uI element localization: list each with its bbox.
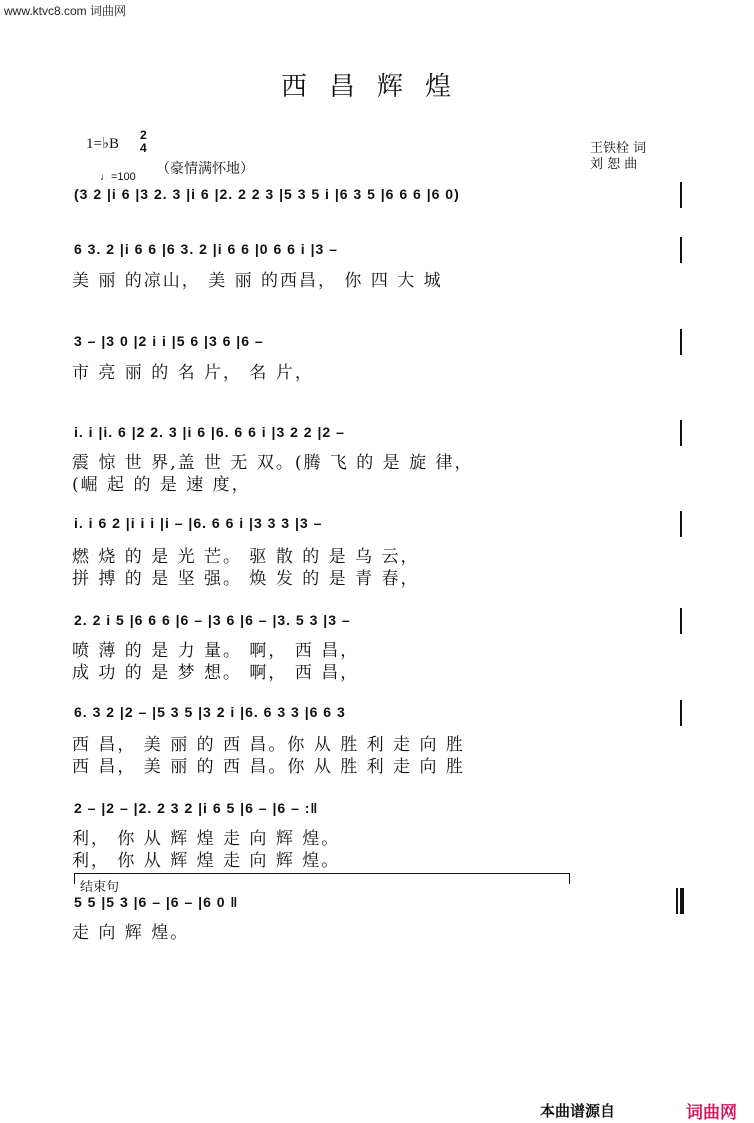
- lyric-line-2: 西 昌， 美 丽 的 西 昌。你 从 胜 利 走 向 胜: [72, 757, 465, 777]
- site-watermark: www.ktvc8.com 词曲网: [4, 4, 127, 18]
- barline: [680, 700, 682, 726]
- notation-line: i. i |i. 6 |2 2. 3 |i 6 |6. 6 6 i |3 2 2 |2 –: [74, 424, 345, 440]
- footer-brand-link[interactable]: 词曲网: [686, 1103, 737, 1123]
- lyric-line-1: 美 丽 的凉山， 美 丽 的西昌， 你 四 大 城: [72, 271, 443, 291]
- coda-bracket: [74, 873, 570, 884]
- composer-credit: 刘 恕 曲: [590, 157, 638, 172]
- notation-line: 5 5 |5 3 |6 – |6 – |6 0 ‖: [74, 894, 239, 910]
- barline: [680, 511, 682, 537]
- expression-mark: （豪情满怀地）: [156, 161, 254, 177]
- lyric-line-1: 西 昌， 美 丽 的 西 昌。你 从 胜 利 走 向 胜: [72, 735, 465, 755]
- meter-top: 2: [140, 128, 147, 142]
- final-barline: [676, 888, 678, 914]
- lyric-line-1: 利， 你 从 辉 煌 走 向 辉 煌。: [72, 829, 341, 849]
- meter-bottom: 4: [140, 141, 147, 155]
- lyric-line-1: 喷 薄 的 是 力 量。 啊， 西 昌，: [72, 641, 360, 661]
- lyric-line-1: 走 向 辉 煌。: [72, 923, 190, 943]
- notation-line: 2. 2 i 5 |6 6 6 |6 – |3 6 |6 – |3. 5 3 |3 –: [74, 612, 351, 628]
- notation-line: 6 3. 2 |i 6 6 |6 3. 2 |i 6 6 |0 6 6 i |3 –: [74, 241, 338, 257]
- time-signature: [140, 129, 147, 155]
- notation-line: (3 2 |i 6 |3 2. 3 |i 6 |2. 2 2 3 |5 3 5 i |6 3 5 |6 6 6 |6 0): [74, 186, 460, 202]
- tempo-mark: ♩=100: [100, 171, 136, 183]
- final-barline-thick: [680, 888, 684, 914]
- lyric-line-1: 市 亮 丽 的 名 片， 名 片，: [72, 363, 314, 383]
- barline: [680, 237, 682, 263]
- barline: [680, 182, 682, 208]
- key-signature: 1=♭B: [86, 136, 120, 152]
- notation-line: i. i 6 2 |i i i |i – |6. 6 6 i |3 3 3 |3 –: [74, 515, 323, 531]
- barline: [680, 420, 682, 446]
- coda-label: 结束句: [80, 880, 120, 895]
- lyricist-credit: 王铁栓 词: [590, 141, 647, 156]
- barline: [680, 608, 682, 634]
- lyric-line-2: 成 功 的 是 梦 想。 啊， 西 昌，: [72, 663, 360, 683]
- lyric-line-2: (崛 起 的 是 速 度，: [72, 475, 251, 495]
- notation-line: 6. 3 2 |2 – |5 3 5 |3 2 i |6. 6 3 3 |6 6 3: [74, 704, 346, 720]
- footer-source-text: 本曲谱源自: [540, 1102, 616, 1120]
- notation-line: 2 – |2 – |2. 2 3 2 |i 6 5 |6 – |6 – :‖: [74, 800, 319, 816]
- lyric-line-1: 燃 烧 的 是 光 芒。 驱 散 的 是 乌 云，: [72, 547, 420, 567]
- notation-line: 3 – |3 0 |2 i i |5 6 |3 6 |6 –: [74, 333, 264, 349]
- lyric-line-2: 拼 搏 的 是 坚 强。 焕 发 的 是 青 春，: [72, 569, 420, 589]
- barline: [680, 329, 682, 355]
- song-title: 西昌辉煌: [280, 72, 473, 102]
- lyric-line-2: 利， 你 从 辉 煌 走 向 辉 煌。: [72, 851, 341, 871]
- lyric-line-1: 震 惊 世 界,盖 世 无 双。(腾 飞 的 是 旋 律，: [72, 453, 474, 473]
